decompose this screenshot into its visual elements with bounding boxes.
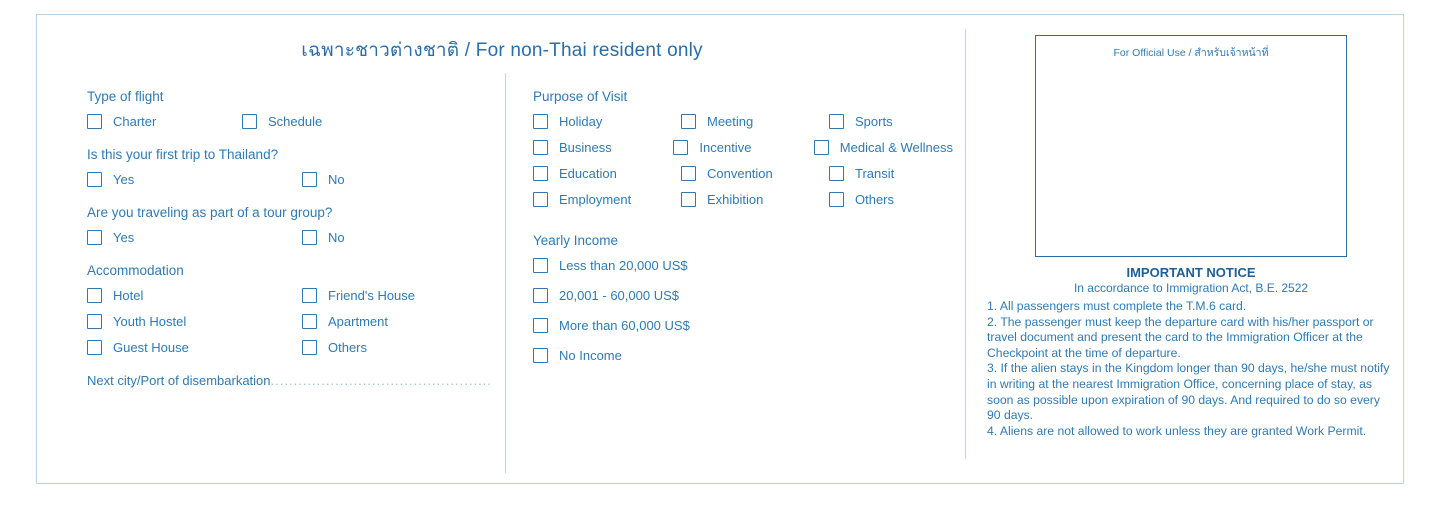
- page-title: เฉพาะชาวต่างชาติ / For non-Thai resident only: [301, 40, 703, 61]
- notice-item: 4. Aliens are not allowed to work unless they are granted Work Permit.: [987, 423, 1367, 438]
- checkbox-icon[interactable]: [533, 166, 548, 181]
- checkbox-icon[interactable]: [87, 288, 102, 303]
- option-label: Medical & Wellness: [839, 140, 953, 155]
- option-label: Youth Hostel: [113, 314, 187, 329]
- checkbox-option-hotel[interactable]: [87, 288, 302, 303]
- checkbox-icon[interactable]: [681, 114, 696, 129]
- checkbox-icon[interactable]: [533, 114, 548, 129]
- checkbox-option-first-trip-yes[interactable]: [87, 172, 302, 187]
- checkbox-option-accommodation-others[interactable]: [302, 340, 367, 355]
- right-column: [987, 35, 1395, 439]
- checkbox-icon[interactable]: [681, 192, 696, 207]
- checkbox-option-first-trip-no[interactable]: [302, 172, 345, 187]
- checkbox-option-education[interactable]: [533, 166, 681, 181]
- notice-item: 1. All passengers must complete the T.M.6 card.: [987, 299, 1247, 313]
- checkbox-option-employment[interactable]: [533, 192, 681, 207]
- option-label: Convention: [707, 166, 773, 181]
- group-label: Type of flight: [87, 89, 164, 104]
- checkbox-option-medical-wellness[interactable]: [814, 140, 953, 155]
- checkbox-icon[interactable]: [87, 314, 102, 329]
- group-first-trip: [87, 147, 497, 187]
- checkbox-option-incentive[interactable]: [673, 140, 813, 155]
- checkbox-option-schedule[interactable]: [242, 114, 397, 129]
- group-label: Yearly Income: [533, 233, 619, 248]
- checkbox-option-income-20001-60000[interactable]: [533, 288, 679, 303]
- option-row: [533, 114, 953, 129]
- checkbox-icon[interactable]: [242, 114, 257, 129]
- option-label: Education: [559, 166, 617, 181]
- group-type-of-flight: [87, 89, 497, 129]
- notice-body: [987, 299, 1395, 439]
- option-row: [533, 192, 953, 207]
- option-label: Guest House: [113, 340, 189, 355]
- checkbox-option-transit[interactable]: [829, 166, 894, 181]
- checkbox-option-apartment[interactable]: [302, 314, 388, 329]
- option-label: Exhibition: [707, 192, 764, 207]
- checkbox-icon[interactable]: [533, 258, 548, 273]
- option-label: 20,001 - 60,000 US$: [559, 288, 679, 303]
- option-label: Employment: [559, 192, 632, 207]
- option-row: [87, 172, 497, 187]
- checkbox-option-tour-group-no[interactable]: [302, 230, 345, 245]
- arrival-card: [36, 14, 1404, 484]
- checkbox-icon[interactable]: [87, 114, 102, 129]
- option-row: [533, 288, 953, 303]
- option-row: [87, 114, 497, 129]
- checkbox-option-income-less-20000[interactable]: [533, 258, 688, 273]
- official-use-box: [1035, 35, 1347, 257]
- left-column: [87, 89, 497, 388]
- checkbox-icon[interactable]: [302, 172, 317, 187]
- option-row: [533, 348, 953, 363]
- option-label: Transit: [855, 166, 895, 181]
- option-label: Holiday: [559, 114, 603, 129]
- checkbox-icon[interactable]: [302, 340, 317, 355]
- option-label: More than 60,000 US$: [559, 318, 690, 333]
- checkbox-option-purpose-others[interactable]: [829, 192, 894, 207]
- option-row: [533, 140, 953, 155]
- middle-column: [533, 89, 953, 381]
- notice-item: 3. If the alien stays in the Kingdom longer than 90 days, he/she must notify in writing at the nearest Immigration Office, concerning place of stay, as soon as possible upon expiration of 90 days. And required to do so every 90 days.: [987, 361, 1390, 423]
- checkbox-icon[interactable]: [533, 192, 548, 207]
- group-label: Is this your first trip to Thailand?: [87, 147, 279, 162]
- option-label: No: [328, 230, 345, 245]
- option-row: [87, 314, 497, 329]
- option-row: [87, 288, 497, 303]
- group-label: Purpose of Visit: [533, 89, 628, 104]
- column-divider-left: [505, 73, 506, 473]
- option-label: Others: [328, 340, 368, 355]
- option-label: Hotel: [113, 288, 144, 303]
- checkbox-option-tour-group-yes[interactable]: [87, 230, 302, 245]
- checkbox-option-convention[interactable]: [681, 166, 829, 181]
- checkbox-icon[interactable]: [533, 348, 548, 363]
- notice-subtitle: In accordance to Immigration Act, B.E. 2522: [1073, 281, 1309, 295]
- checkbox-icon[interactable]: [681, 166, 696, 181]
- notice-title: IMPORTANT NOTICE: [1126, 265, 1256, 280]
- checkbox-icon[interactable]: [302, 230, 317, 245]
- checkbox-option-income-more-60000[interactable]: [533, 318, 690, 333]
- group-yearly-income: [533, 233, 953, 363]
- checkbox-icon[interactable]: [87, 340, 102, 355]
- checkbox-icon[interactable]: [829, 192, 844, 207]
- option-label: No Income: [559, 348, 622, 363]
- option-label: Apartment: [328, 314, 388, 329]
- next-city-dots: ................................................: [270, 373, 492, 388]
- option-label: Less than 20,000 US$: [559, 258, 688, 273]
- checkbox-icon[interactable]: [87, 230, 102, 245]
- checkbox-option-business[interactable]: [533, 140, 673, 155]
- option-label: Yes: [113, 172, 135, 187]
- checkbox-icon[interactable]: [87, 172, 102, 187]
- checkbox-icon[interactable]: [829, 166, 844, 181]
- group-purpose-of-visit: [533, 89, 953, 207]
- checkbox-option-youth-hostel[interactable]: [87, 314, 302, 329]
- option-row: [87, 230, 497, 245]
- next-city-label: Next city/Port of disembarkation: [87, 373, 271, 388]
- checkbox-icon[interactable]: [302, 314, 317, 329]
- next-city-field[interactable]: [87, 373, 497, 388]
- group-label: Are you traveling as part of a tour group?: [87, 205, 333, 220]
- option-label: Meeting: [707, 114, 754, 129]
- checkbox-option-holiday[interactable]: [533, 114, 681, 129]
- column-divider-right: [965, 29, 966, 459]
- checkbox-icon[interactable]: [533, 288, 548, 303]
- option-label: Schedule: [268, 114, 323, 129]
- notice-item: 2. The passenger must keep the departure card with his/her passport or travel document and present the card to the Immigration Officer at the Checkpoint at the time of departure.: [987, 314, 1374, 360]
- group-accommodation: [87, 263, 497, 355]
- checkbox-option-sports[interactable]: [829, 114, 893, 129]
- option-row: [87, 340, 497, 355]
- option-row: [533, 166, 953, 181]
- checkbox-icon[interactable]: [533, 140, 548, 155]
- group-label: Accommodation: [87, 263, 184, 278]
- option-label: Incentive: [699, 140, 752, 155]
- option-label: No: [328, 172, 345, 187]
- checkbox-icon[interactable]: [302, 288, 317, 303]
- option-label: Yes: [113, 230, 135, 245]
- option-row: [533, 318, 953, 333]
- option-label: Friend's House: [328, 288, 416, 303]
- checkbox-icon[interactable]: [814, 140, 829, 155]
- checkbox-option-friends-house[interactable]: [302, 288, 415, 303]
- official-use-label: For Official Use / สำหรับเจ้าหน้าที่: [1113, 47, 1269, 59]
- option-label: Business: [559, 140, 612, 155]
- option-label: Sports: [855, 114, 893, 129]
- checkbox-icon[interactable]: [829, 114, 844, 129]
- checkbox-option-meeting[interactable]: [681, 114, 829, 129]
- group-tour-group: [87, 205, 497, 245]
- option-label: Charter: [113, 114, 157, 129]
- option-label: Others: [855, 192, 895, 207]
- option-row: [533, 258, 953, 273]
- checkbox-icon[interactable]: [533, 318, 548, 333]
- checkbox-option-exhibition[interactable]: [681, 192, 829, 207]
- checkbox-option-guest-house[interactable]: [87, 340, 302, 355]
- checkbox-option-charter[interactable]: [87, 114, 242, 129]
- checkbox-option-income-none[interactable]: [533, 348, 622, 363]
- checkbox-icon[interactable]: [673, 140, 688, 155]
